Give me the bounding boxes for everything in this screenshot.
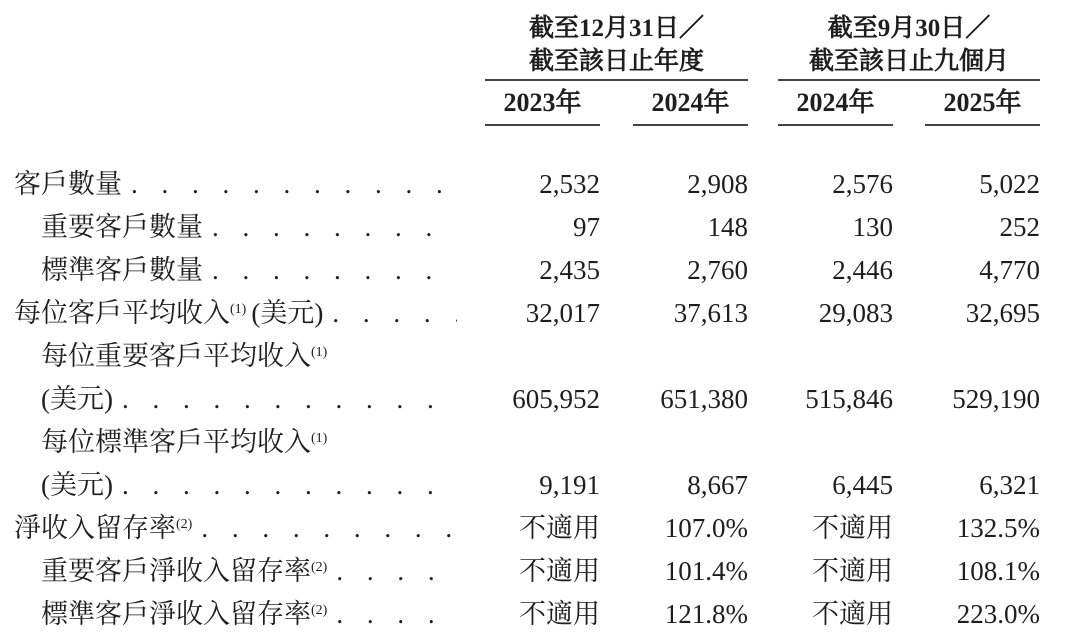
table-body — [0, 163, 1080, 636]
table-row — [0, 593, 1080, 636]
year-header-9m2024: 2024年 — [778, 88, 893, 126]
value-cell: 121.8% — [664, 599, 748, 629]
column-group-nine-months-line2: 截至該日止九個月 — [808, 48, 1009, 75]
table-row — [0, 292, 1080, 335]
value-cell: 108.1% — [956, 556, 1040, 586]
row-label-text: 重要客戶數量 — [41, 212, 203, 242]
column-group-annual-line2: 截至該日止年度 — [528, 48, 704, 75]
value-cell: 252 — [999, 212, 1040, 242]
row-label — [0, 335, 485, 378]
value-cell: 605,952 — [512, 384, 600, 414]
year-header-fy2023: 2023年 — [485, 88, 600, 126]
table-row — [0, 421, 1080, 464]
footnote-marker: (1) — [230, 302, 247, 317]
row-label — [0, 421, 485, 464]
row-label-text: 每位重要客戶平均收入$^{(1)}$ — [41, 341, 328, 371]
value-cell: 32,695 — [965, 298, 1040, 328]
value-cell: 2,446 — [832, 255, 893, 285]
value-cell: 不適用 — [812, 513, 893, 543]
value-cell: 148 — [707, 212, 748, 242]
column-group-nine-months-line1: 截至9月30日／ — [827, 15, 991, 42]
value-cell: 529,190 — [952, 384, 1040, 414]
value-cell: 2,908 — [687, 169, 748, 199]
year-header-fy2024: 2024年 — [633, 88, 748, 126]
value-cell: 223.0% — [956, 599, 1040, 629]
value-cell: 9,191 — [539, 470, 600, 500]
table-row — [0, 507, 1080, 550]
footnote-marker: (2) — [311, 560, 328, 575]
row-label-text: (美元) — [41, 384, 113, 414]
table-header — [0, 12, 1080, 126]
row-label-text: 每位標準客戶平均收入$^{(1)}$ — [41, 427, 328, 457]
row-label — [0, 507, 485, 550]
value-cell: 515,846 — [805, 384, 893, 414]
table-row — [0, 378, 1080, 421]
dot-leader — [327, 593, 457, 636]
dot-leader — [327, 550, 457, 593]
dot-leader — [113, 378, 457, 421]
value-cell: 不適用 — [519, 513, 600, 543]
dot-leader — [192, 507, 457, 550]
footnote-marker: (2) — [176, 517, 193, 532]
footnote-marker: (1) — [311, 431, 328, 446]
value-cell: 4,770 — [979, 255, 1040, 285]
year-header-9m2025: 2025年 — [925, 88, 1040, 126]
value-cell: 不適用 — [812, 599, 893, 629]
column-group-nine-months — [778, 12, 1040, 81]
row-label-text: 標準客戶淨收入留存率$^{(2)}$ — [41, 599, 328, 629]
row-label-text: 重要客戶淨收入留存率$^{(2)}$ — [41, 556, 328, 586]
row-label-text: 標準客戶數量 — [41, 255, 203, 285]
table-row — [0, 335, 1080, 378]
row-label — [0, 464, 485, 507]
row-label-text: (美元) — [41, 470, 113, 500]
dot-leader — [323, 292, 457, 335]
dot-leader — [203, 249, 457, 292]
value-cell: 6,445 — [832, 470, 893, 500]
table-row — [0, 206, 1080, 249]
value-cell: 107.0% — [664, 513, 748, 543]
value-cell: 651,380 — [660, 384, 748, 414]
table-row — [0, 550, 1080, 593]
value-cell: 130 — [852, 212, 893, 242]
row-label — [0, 593, 485, 636]
value-cell: 2,435 — [539, 255, 600, 285]
value-cell: 不適用 — [519, 556, 600, 586]
dot-leader — [122, 163, 457, 206]
value-cell: 32,017 — [525, 298, 600, 328]
value-cell: 2,760 — [687, 255, 748, 285]
value-cell: 不適用 — [519, 599, 600, 629]
value-cell: 8,667 — [687, 470, 748, 500]
table-row — [0, 249, 1080, 292]
table-row — [0, 464, 1080, 507]
value-cell: 132.5% — [956, 513, 1040, 543]
value-cell: 不適用 — [812, 556, 893, 586]
row-label-text: 客戶數量 — [14, 169, 122, 199]
value-cell: 2,532 — [539, 169, 600, 199]
value-cell: 6,321 — [979, 470, 1040, 500]
value-cell: 29,083 — [818, 298, 893, 328]
footnote-marker: (1) — [311, 345, 328, 360]
value-cell: 2,576 — [832, 169, 893, 199]
row-label — [0, 163, 485, 206]
footnote-marker: (2) — [311, 603, 328, 618]
row-label-text: 淨收入留存率$^{(2)}$ — [14, 513, 193, 543]
column-group-annual — [485, 12, 748, 81]
row-label — [0, 292, 485, 335]
value-cell: 97 — [573, 212, 600, 242]
table-row — [0, 163, 1080, 206]
row-label-text: 每位客戶平均收入$^{(1)}$ (美元) — [14, 298, 324, 328]
row-label — [0, 550, 485, 593]
column-group-annual-line1: 截至12月31日／ — [528, 15, 704, 42]
value-cell: 37,613 — [673, 298, 748, 328]
value-cell: 101.4% — [664, 556, 748, 586]
row-label — [0, 378, 485, 421]
value-cell: 5,022 — [979, 169, 1040, 199]
dot-leader — [203, 206, 457, 249]
row-label — [0, 206, 485, 249]
row-label-suffix: (美元) — [251, 298, 324, 328]
row-label — [0, 249, 485, 292]
dot-leader — [113, 464, 457, 507]
